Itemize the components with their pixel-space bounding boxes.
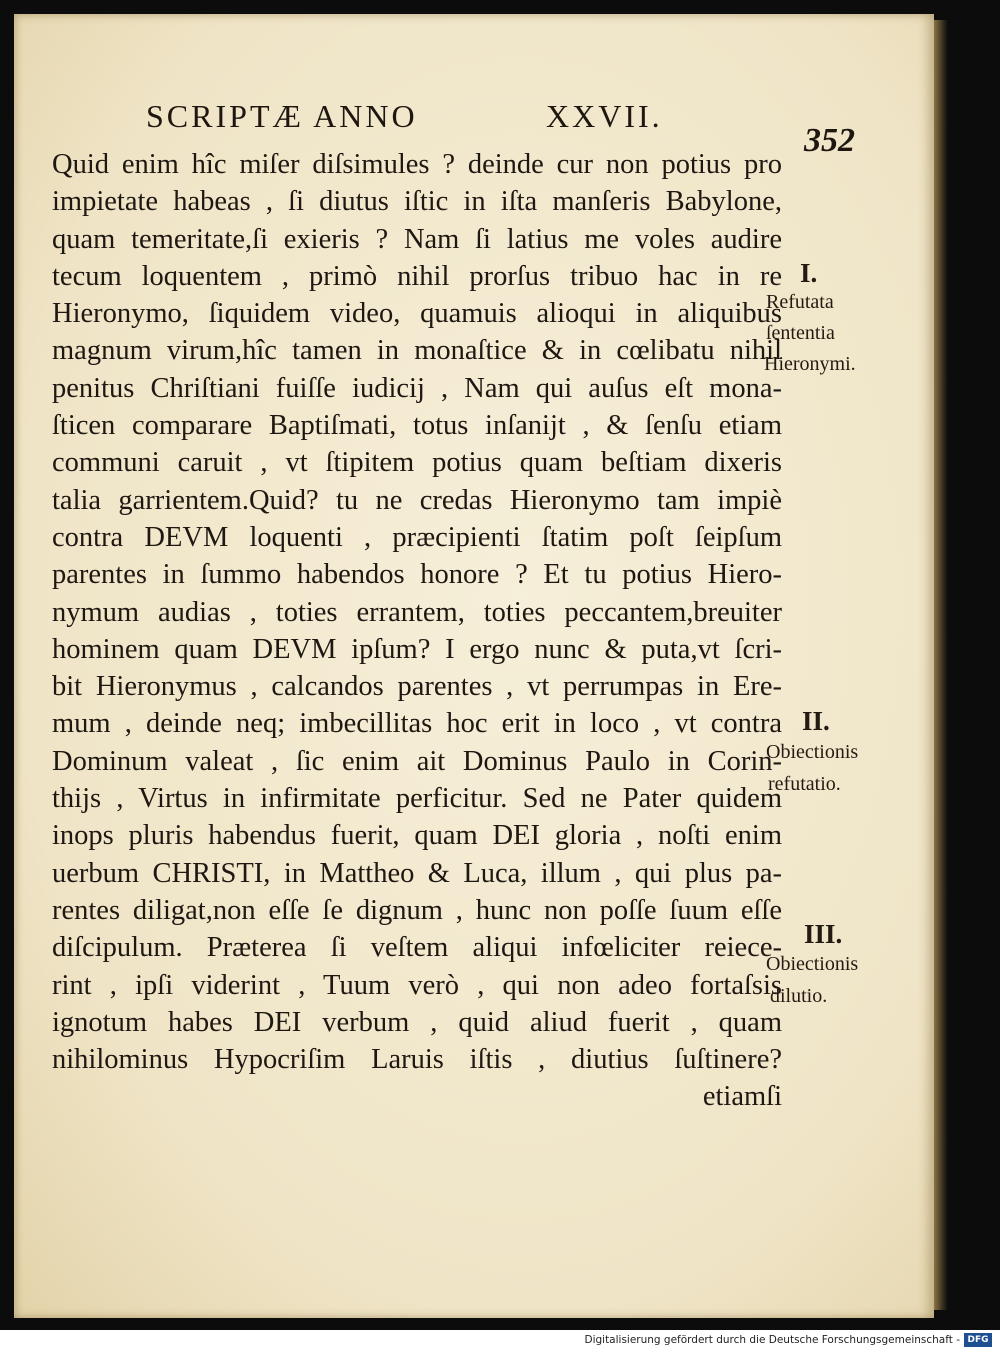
text-line: thijs , Virtus in infirmitate perficitur. Sed ne Pater quidem xyxy=(52,783,782,815)
text-line: quam temeritate,ſi exieris ? Nam ſi latius me voles audire xyxy=(52,223,782,255)
text-line: parentes in ſummo habendos honore ? Et tu potius Hiero- xyxy=(52,559,782,591)
text-line: contra DEVM loquenti , præcipienti ſtatim poſt ſeipſum xyxy=(52,521,782,553)
text-line: inops pluris habendus fuerit, quam DEI gloria , noſti enim xyxy=(52,820,782,852)
text-line: tecum loquentem , primò nihil prorſus tribuo hac in re xyxy=(52,260,782,292)
margin-note-line: Hieronymi. xyxy=(764,353,856,375)
text-line: rentes diligat,non eſſe ſe dignum , hunc non poſſe ſuum eſſe xyxy=(52,894,782,926)
text-line: uerbum CHRISTI, in Mattheo & Luca, illum , qui plus pa- xyxy=(52,857,782,889)
text-line: nihilominus Hypocriſim Laruis iſtis , diutius ſuſtinere? xyxy=(52,1044,782,1076)
margin-note-line: Obiectionis xyxy=(766,953,859,975)
text-line: bit Hieronymus , calcandos parentes , vt perrumpas in Ere- xyxy=(52,671,782,703)
body-text xyxy=(52,146,782,1116)
margin-numeral-1: I. xyxy=(800,258,818,288)
page-number: 352 xyxy=(804,122,855,159)
text-line: impietate habeas , ſi diutus iſtic in iſta manſeris Babylone, xyxy=(52,186,782,218)
margin-note-line: dilutio. xyxy=(770,985,828,1007)
text-line: talia garrientem.Quid? tu ne credas Hieronymo tam impiè xyxy=(52,484,782,516)
margin-note-line: Obiectionis xyxy=(766,741,859,763)
margin-note-line: refutatio. xyxy=(768,773,841,795)
text-line: Dominum valeat , ſic enim ait Dominus Paulo in Corin- xyxy=(52,745,782,777)
catchword: etiamſi xyxy=(702,1081,782,1113)
page-edge xyxy=(934,20,948,1310)
text-line: mum , deinde neq; imbecillitas hoc erit in loco , vt contra xyxy=(52,708,782,740)
margin-numeral-3: III. xyxy=(804,919,843,949)
running-head xyxy=(146,98,686,138)
dfg-logo[interactable]: DFG xyxy=(964,1333,992,1347)
text-line: hominem quam DEVM ipſum? I ergo nunc & puta,vt ſcri- xyxy=(52,633,782,665)
text-line: ignotum habes DEI verbum , quid aliud fuerit , quam xyxy=(52,1006,782,1038)
text-line: Hieronymo, ſiquidem video, quamuis alioqui in aliquibus xyxy=(52,298,782,330)
running-head-right: XXVII. xyxy=(546,98,663,134)
margin-note-line: ſententia xyxy=(766,322,835,344)
text-line: communi caruit , vt ſtipitem potius quam beſtiam dixeris xyxy=(52,447,782,479)
text-line: magnum virum,hîc tamen in monaſtice & in cœlibatu nihil xyxy=(52,335,782,367)
text-line: penitus Chriſtiani fuiſſe iudicij , Nam qui auſus eſt mona- xyxy=(52,372,782,404)
footer-bar xyxy=(0,1330,1000,1352)
margin-numeral-2: II. xyxy=(802,706,830,736)
text-line: ſticen comparare Baptiſmati, totus inſanijt , & ſenſu etiam xyxy=(52,410,782,442)
text-line: nymum audias , toties errantem, toties peccantem,breuiter xyxy=(52,596,782,628)
margin-note-line: Refutata xyxy=(766,291,834,313)
book-page xyxy=(14,14,934,1318)
text-line: rint , ipſi viderint , Tuum verò , qui non adeo fortaſsis xyxy=(52,969,782,1001)
running-head-left: SCRIPTÆ ANNO xyxy=(146,98,418,134)
text-line: diſcipulum. Præterea ſi veſtem aliqui infœliciter reiece- xyxy=(52,932,782,964)
text-line: Quid enim hîc miſer diſsimules ? deinde cur non potius pro xyxy=(52,149,782,180)
footer-credit: Digitalisierung gefördert durch die Deutsche Forschungsgemeinschaft - xyxy=(584,1334,960,1346)
